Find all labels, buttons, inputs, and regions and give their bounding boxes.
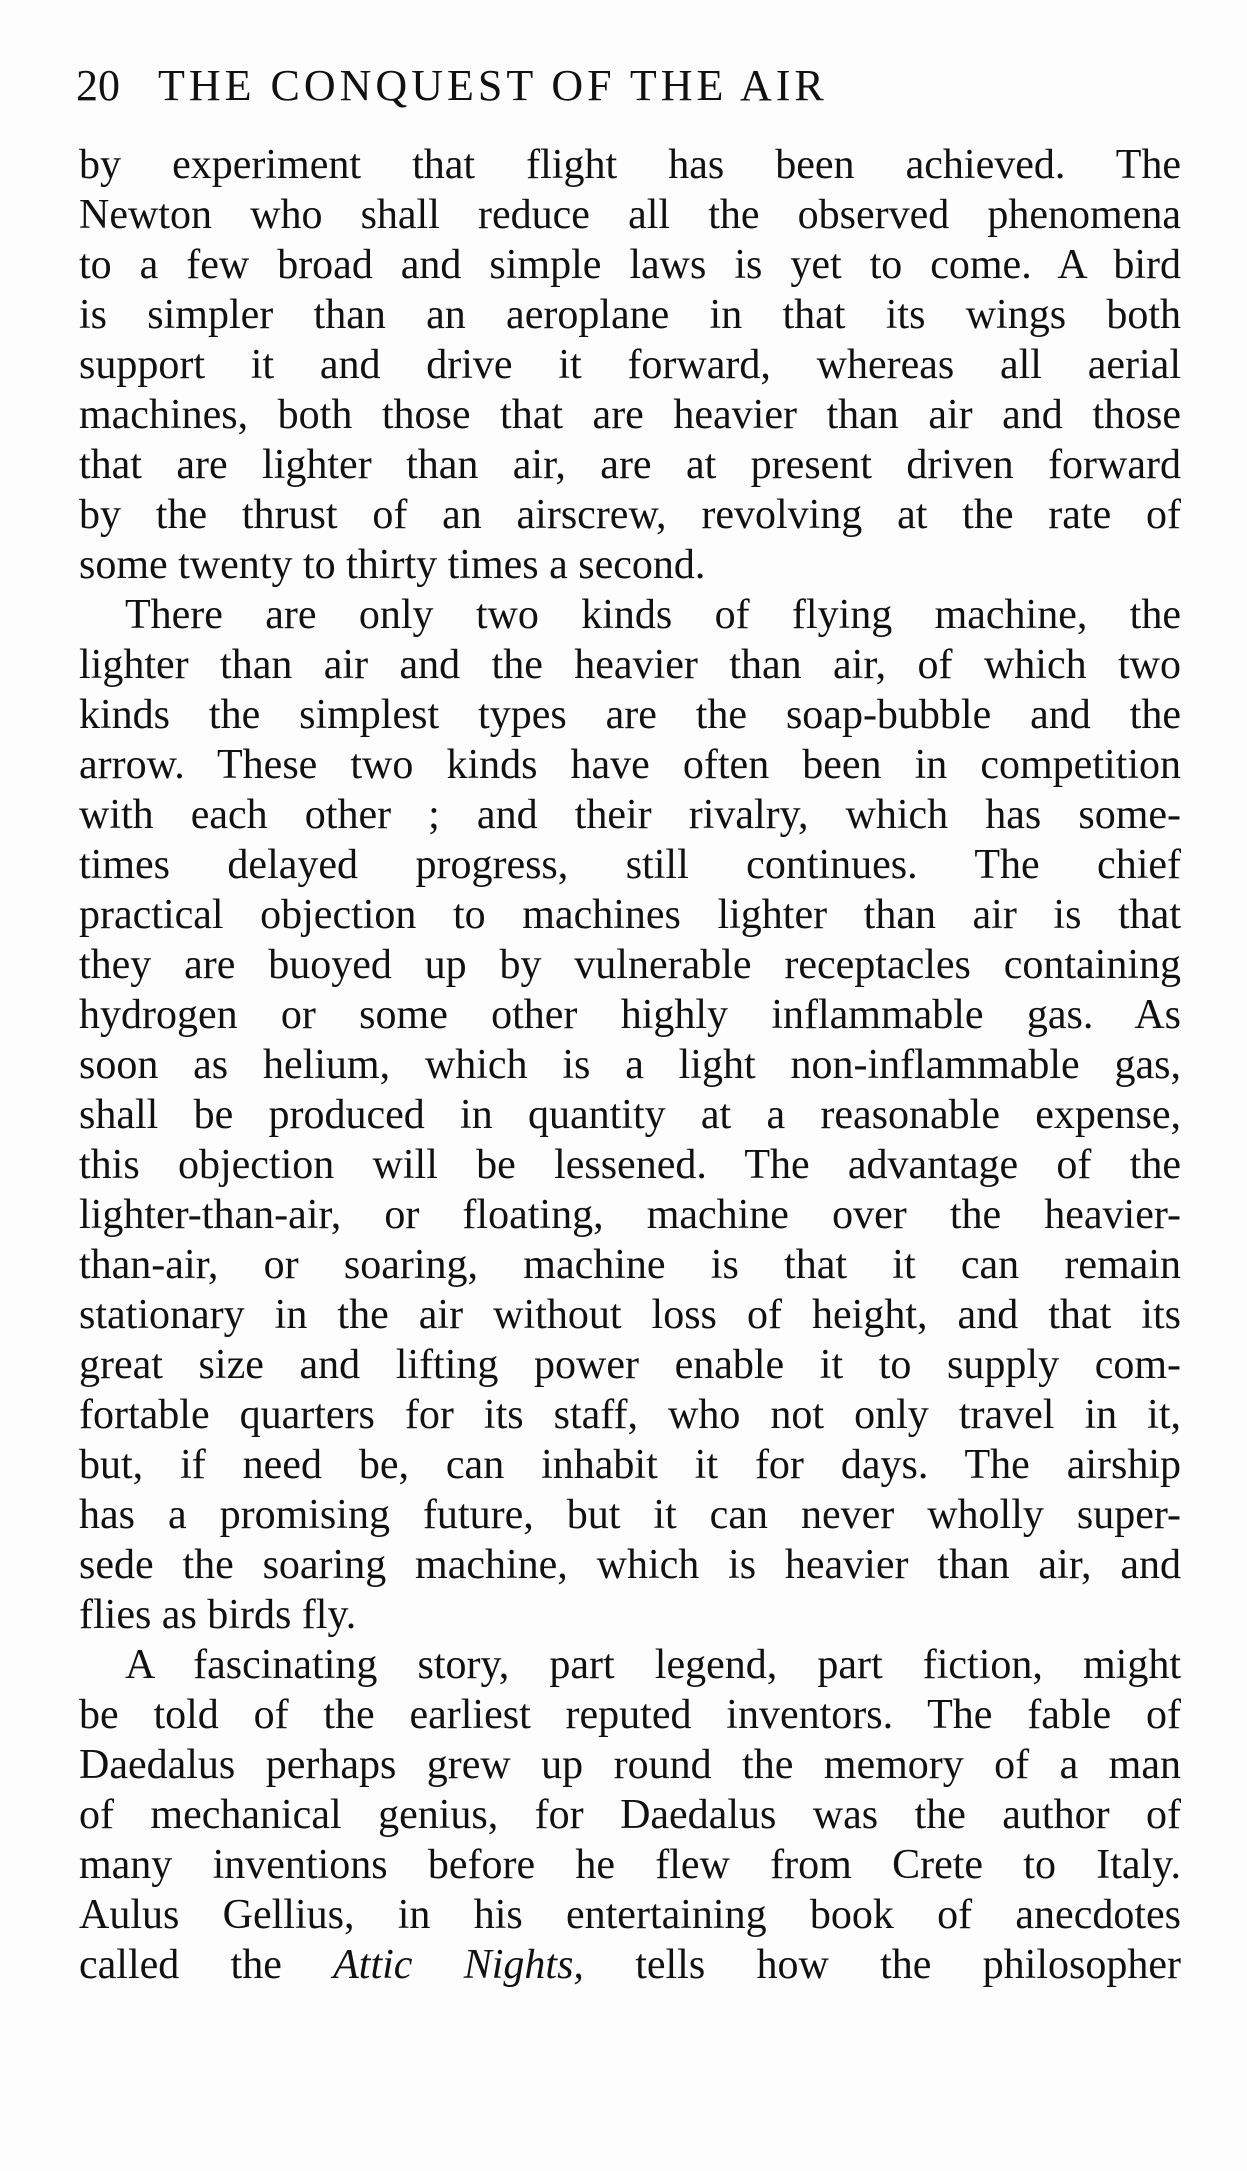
text-line: great size and lifting power enable it to supply com- — [79, 1342, 1181, 1388]
body-text — [79, 140, 1181, 1990]
text-line: with each other ; and their rivalry, which has some- — [79, 792, 1181, 838]
text-line: than-air, or soaring, machine is that it can remain — [79, 1242, 1181, 1288]
text-line: this objection will be lessened. The advantage of the — [79, 1142, 1181, 1188]
running-title: THE CONQUEST OF THE AIR — [158, 61, 828, 110]
book-title-italic: Attic Nights, — [333, 1942, 584, 1988]
running-head — [76, 56, 1176, 116]
text-line: be told of the earliest reputed inventors. The fable of — [79, 1692, 1181, 1738]
text-line: Aulus Gellius, in his entertaining book of anecdotes — [79, 1892, 1181, 1938]
text-line: has a promising future, but it can never wholly super- — [79, 1492, 1181, 1538]
text-line: fortable quarters for its staff, who not only travel in it, — [79, 1392, 1181, 1438]
text-line: that are lighter than air, are at present driven forward — [79, 442, 1181, 488]
text-line: support it and drive it forward, whereas all aerial — [79, 342, 1181, 388]
text-line: A fascinating story, part legend, part fiction, might — [125, 1642, 1181, 1688]
paragraph-1 — [79, 140, 1181, 590]
text-line: shall be produced in quantity at a reasonable expense, — [79, 1092, 1181, 1138]
text-line: sede the soaring machine, which is heavier than air, and — [79, 1542, 1181, 1588]
page-number: 20 — [76, 61, 120, 110]
paragraph-3 — [79, 1640, 1181, 1990]
text-line: kinds the simplest types are the soap-bubble and the — [79, 692, 1181, 738]
text-line: machines, both those that are heavier than air and those — [79, 392, 1181, 438]
text-segment: called the — [79, 1942, 334, 1988]
text-line: of mechanical genius, for Daedalus was the author of — [79, 1792, 1181, 1838]
text-line: times delayed progress, still continues. The chief — [79, 842, 1181, 888]
text-line: Daedalus perhaps grew up round the memory of a man — [79, 1742, 1181, 1788]
text-line: practical objection to machines lighter than air is that — [79, 892, 1181, 938]
text-line: lighter than air and the heavier than air, of which two — [79, 642, 1181, 688]
text-line: by the thrust of an airscrew, revolving at the rate of — [79, 492, 1181, 538]
text-line: they are buoyed up by vulnerable receptacles containing — [79, 942, 1181, 988]
text-line: is simpler than an aeroplane in that its wings both — [79, 292, 1181, 338]
text-line: many inventions before he flew from Crete to Italy. — [79, 1842, 1181, 1888]
text-line: soon as helium, which is a light non-inflammable gas, — [79, 1042, 1181, 1088]
text-line: arrow. These two kinds have often been in competition — [79, 742, 1181, 788]
text-line: There are only two kinds of flying machine, the — [125, 592, 1181, 638]
text-line: hydrogen or some other highly inflammable gas. As — [79, 992, 1181, 1038]
text-line: but, if need be, can inhabit it for days. The airship — [79, 1442, 1181, 1488]
text-line: stationary in the air without loss of height, and that its — [79, 1292, 1181, 1338]
text-line-with-italic-title — [79, 1940, 1181, 1990]
text-line: Newton who shall reduce all the observed phenomena — [79, 192, 1181, 238]
paragraph-2 — [79, 590, 1181, 1640]
text-line: to a few broad and simple laws is yet to come. A bird — [79, 242, 1181, 288]
text-line: flies as birds fly. — [79, 1592, 357, 1638]
text-line: by experiment that flight has been achieved. The — [79, 142, 1181, 188]
text-segment: tells how the philosopher — [583, 1942, 1181, 1988]
text-line: some twenty to thirty times a second. — [79, 542, 706, 588]
text-line: lighter-than-air, or floating, machine over the heavier- — [79, 1192, 1181, 1238]
